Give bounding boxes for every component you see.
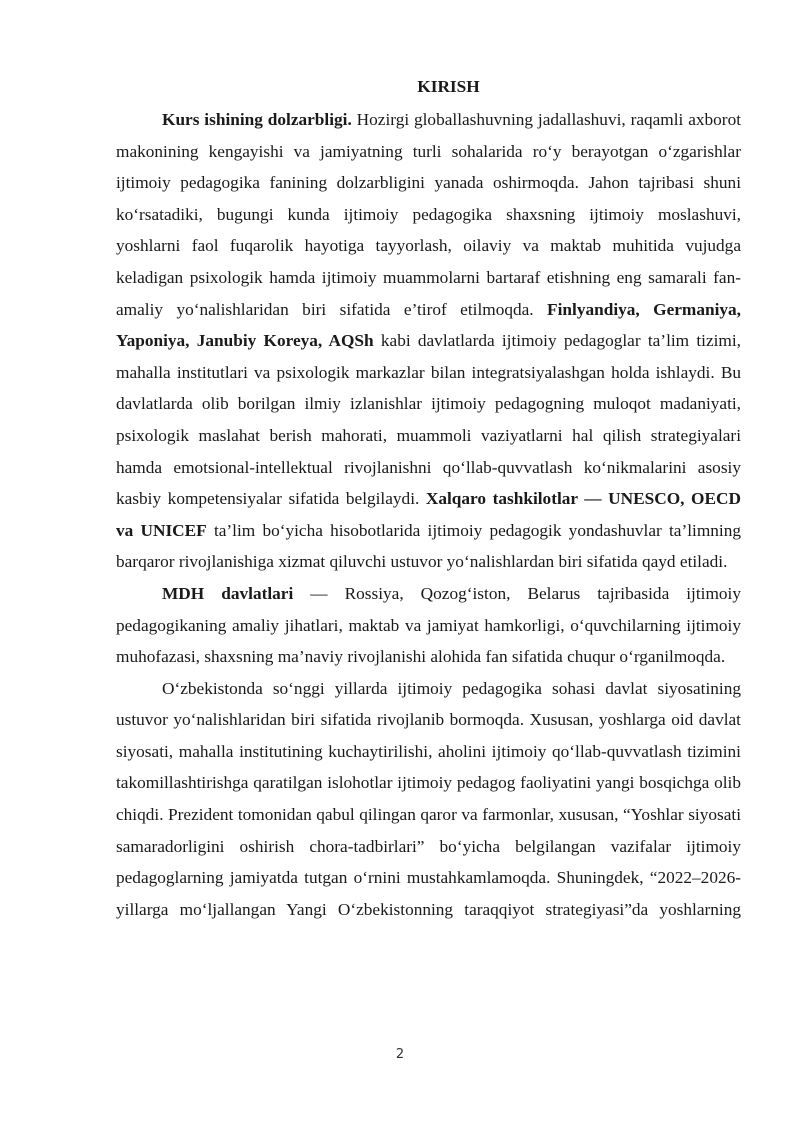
text-run: Hozirgi globallashuvning jadallashuvi, raqamli axborot makonining kengayishi va jamiyatning turli sohalarida ro‘y berayotgan o‘zgarishlar ijtimoiy pedagogika fanining dolzarbligini yanada oshirmoqda. Jahon tajribasi shuni ko‘rsatadiki, bugungi kunda ijtimoiy pedagogika shaxsning ijtimoiy moslashuvi, yoshlarni faol fuqarolik hayotiga tayyorlash, oilaviy va maktab muhitida vujudga keladigan psixologik hamda ijtimoiy muammolarni bartaraf etishning eng samarali fan-amaliy yo‘nalishlaridan biri sifatida e’tirof etilmoqda.: [116, 110, 742, 319]
paragraph-cis: [116, 578, 741, 673]
text-run: — Rossiya, Qozog‘iston, Belarus tajribasida ijtimoiy pedagogikaning amaliy jihatlari, maktab va jamiyat hamkorligi, o‘quvchilarning ijtimoiy muhofazasi, shaxsning ma’naviy rivojlanishi alohida fan sifatida chuqur o‘rganilmoqda.: [116, 583, 741, 667]
text-run: ta’lim bo‘yicha hisobotlarida ijtimoiy pedagogik yondashuvlar ta’limning barqaror rivojlanishiga xizmat qiluvchi ustuvor yo‘nalishlardan biri sifatida qayd etiladi.: [116, 520, 741, 572]
paragraph-uzbekistan: [116, 673, 741, 926]
bold-run: Kurs ishining dolzarbligi.: [162, 110, 352, 129]
bold-run: MDH davlatlari: [162, 583, 294, 603]
paragraph-relevance: [116, 104, 741, 578]
page-number: 2: [395, 1047, 405, 1062]
page-content: [116, 76, 741, 925]
bold-run: Xalqaro tashkilotlar — UNESCO, OECD va UNICEF: [116, 489, 741, 540]
bold-run: Finlyandiya, Germaniya, Yaponiya, Janubiy Koreya, AQSh: [116, 299, 741, 351]
text-run: O‘zbekistonda so‘nggi yillarda ijtimoiy pedagogika sohasi davlat siyosatining ustuvor yo‘nalishlaridan biri sifatida rivojlanib bormoqda. Xususan, yoshlarga oid davlat siyosati, mahalla institutining kuchaytirilishi, aholini ijtimoiy qo‘llab-quvvatlash tizimini takomillashtirishga qaratilgan islohotlar ijtimoiy pedagog faoliyatini yangi bosqichga olib chiqdi. Prezident tomonidan qabul qilingan qaror va farmonlar, xususan, “Yoshlar siyosati samaradorligini oshirish chora-tadbirlari” bo‘yicha belgilangan vazifalar ijtimoiy pedagoglarning jamiyatda tutgan o‘rnini mustahkamlamoqda. Shuningdek, “2022–2026-yillarga mo‘ljallangan Yangi O‘zbekistonning taraqqiyot strategiyasi”da yoshlarning: [116, 678, 741, 919]
text-run: kabi davlatlarda ijtimoiy pedagoglar ta’lim tizimi, mahalla institutlari va psixologik markazlar bilan integratsiyalashgan holda ishlaydi. Bu davlatlarda olib borilgan ilmiy izlanishlar ijtimoiy pedagogning muloqot madaniyati, psixologik maslahat berish mahorati, muammoli vaziyatlarni hal qilish strategiyalari hamda emotsional-intellektual rivojlanishni qo‘llab-quvvatlash ko‘nikmalarini asosiy kasbiy kompetensiyalar sifatida belgilaydi.: [116, 331, 741, 509]
section-title: KIRISH: [417, 77, 480, 96]
